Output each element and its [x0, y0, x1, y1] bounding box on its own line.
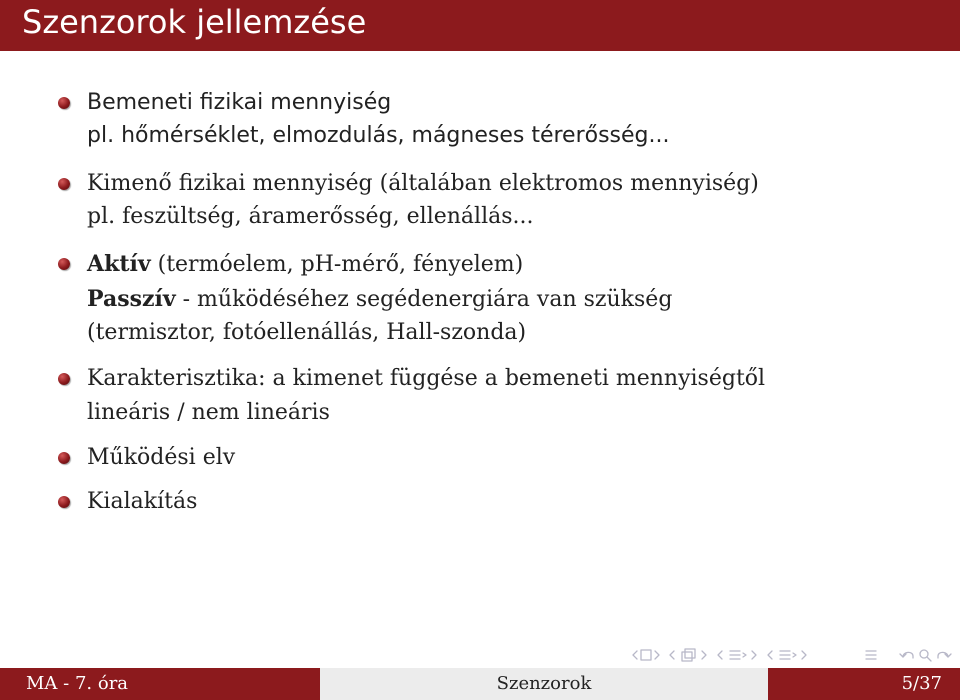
bullet-icon — [58, 452, 70, 464]
bullet-icon — [58, 258, 70, 270]
item-1-line-1: Bemeneti fizikai mennyiség — [87, 90, 392, 115]
item-2-line-2: pl. feszültség, áramerősség, ellenállás... — [87, 204, 534, 229]
navigation-icons — [630, 646, 952, 664]
bullet-icon — [58, 496, 70, 508]
item-4-line-1: Karakterisztika: a kimenet függése a bemeneti mennyiségtől — [87, 366, 766, 391]
nav-search-icon[interactable] — [920, 650, 931, 661]
item-3-line-1 — [87, 249, 523, 280]
nav-document-icon[interactable] — [866, 651, 876, 659]
footer-title: Szenzorok — [320, 668, 768, 700]
term-passziv: Passzív — [87, 286, 176, 312]
footer — [0, 668, 960, 700]
footer-author: MA - 7. óra — [0, 668, 320, 700]
item-2-line-1: Kimenő fizikai mennyiség (általában elektromos mennyiség) — [87, 171, 759, 196]
nav-next-section-icon[interactable] — [752, 651, 756, 659]
nav-next-subsection-icon[interactable] — [702, 651, 706, 659]
term-aktiv: Aktív — [87, 251, 151, 277]
beamer-navigation — [630, 646, 952, 664]
nav-next-part-icon[interactable] — [802, 651, 806, 659]
nav-frame-icon[interactable] — [641, 650, 651, 660]
nav-prev-subsection-icon[interactable] — [670, 651, 674, 659]
item-1-line-2: pl. hőmérséklet, elmozdulás, mágneses térerősség... — [87, 123, 670, 148]
slide-title: Szenzorok jellemzése — [22, 3, 367, 41]
item-3-line-3: (termisztor, fotóellenállás, Hall-szonda) — [87, 320, 527, 345]
passziv-desc: - működéséhez segédenergiára van szükség — [175, 287, 673, 312]
bullet-icon — [58, 97, 70, 109]
nav-part-icon[interactable] — [780, 651, 796, 659]
nav-undo-icon[interactable] — [900, 652, 913, 658]
nav-next-frame-icon[interactable] — [655, 651, 659, 659]
nav-section-icon[interactable] — [730, 651, 746, 659]
bullet-icon — [58, 373, 70, 385]
item-6-line-1: Kialakítás — [87, 489, 198, 514]
nav-prev-frame-icon[interactable] — [633, 651, 637, 659]
bullet-icon — [58, 178, 70, 190]
nav-subsection-icon[interactable] — [682, 649, 695, 661]
nav-prev-part-icon[interactable] — [768, 651, 772, 659]
footer-page-number: 5/37 — [768, 668, 960, 700]
item-3-line-2 — [87, 284, 672, 315]
item-5-line-1: Működési elv — [87, 445, 236, 470]
aktiv-desc: (termóelem, pH-mérő, fényelem) — [150, 252, 524, 277]
nav-prev-section-icon[interactable] — [718, 651, 722, 659]
item-4-line-2: lineáris / nem lineáris — [87, 400, 330, 425]
nav-redo-icon[interactable] — [938, 652, 951, 658]
